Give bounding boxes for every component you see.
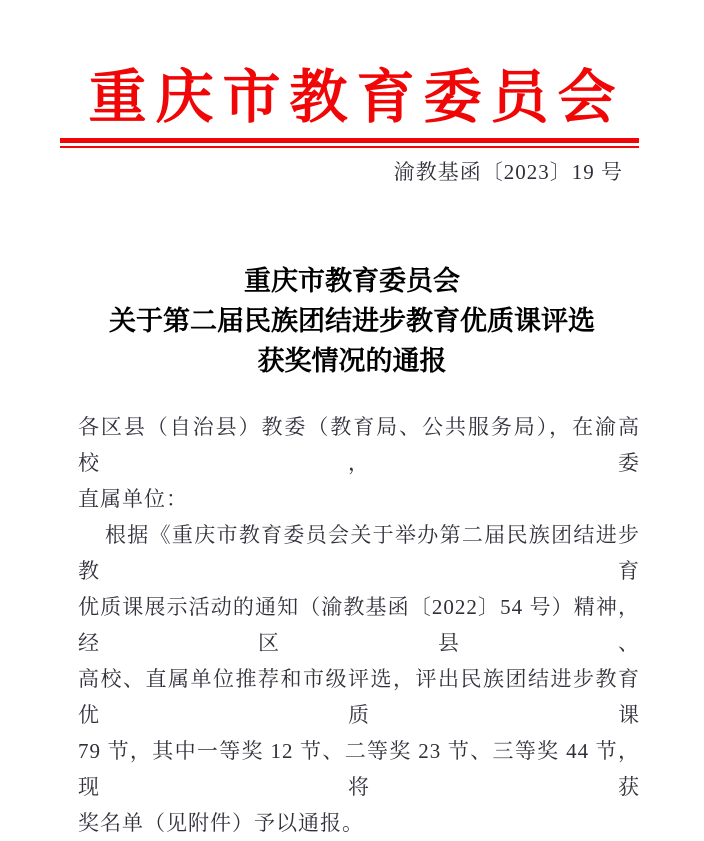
salutation-line: 各区县（自治县）教委（教育局、公共服务局），在渝高校，委: [78, 415, 640, 475]
body-line: 高校、直属单位推荐和市级评选，评出民族团结进步教育优质课: [78, 667, 640, 727]
body-line: 优质课展示活动的通知（渝教基函〔2022〕54 号）精神，经区县、: [78, 595, 640, 655]
agency-header-title: 重庆市教育委员会: [88, 65, 625, 130]
notice-title-line-3: 获奖情况的通报: [257, 346, 447, 376]
doc-reference-number: 渝教基函〔2023〕19 号: [393, 160, 623, 184]
salutation-line: 直属单位：: [78, 487, 188, 511]
notice-title-block: [0, 261, 704, 381]
red-separator-line: [60, 138, 639, 148]
notice-body: [78, 409, 640, 841]
body-line: 奖名单（见附件）予以通报。: [78, 811, 364, 835]
body-line: 79 节，其中一等奖 12 节、二等奖 23 节、三等奖 44 节，现将获: [78, 739, 640, 799]
body-line: 根据《重庆市教育委员会关于举办第二届民族团结进步教育: [78, 523, 640, 583]
notice-title-line-1: 重庆市教育委员会: [244, 266, 460, 296]
notice-title-line-2: 关于第二届民族团结进步教育优质课评选: [109, 306, 595, 336]
